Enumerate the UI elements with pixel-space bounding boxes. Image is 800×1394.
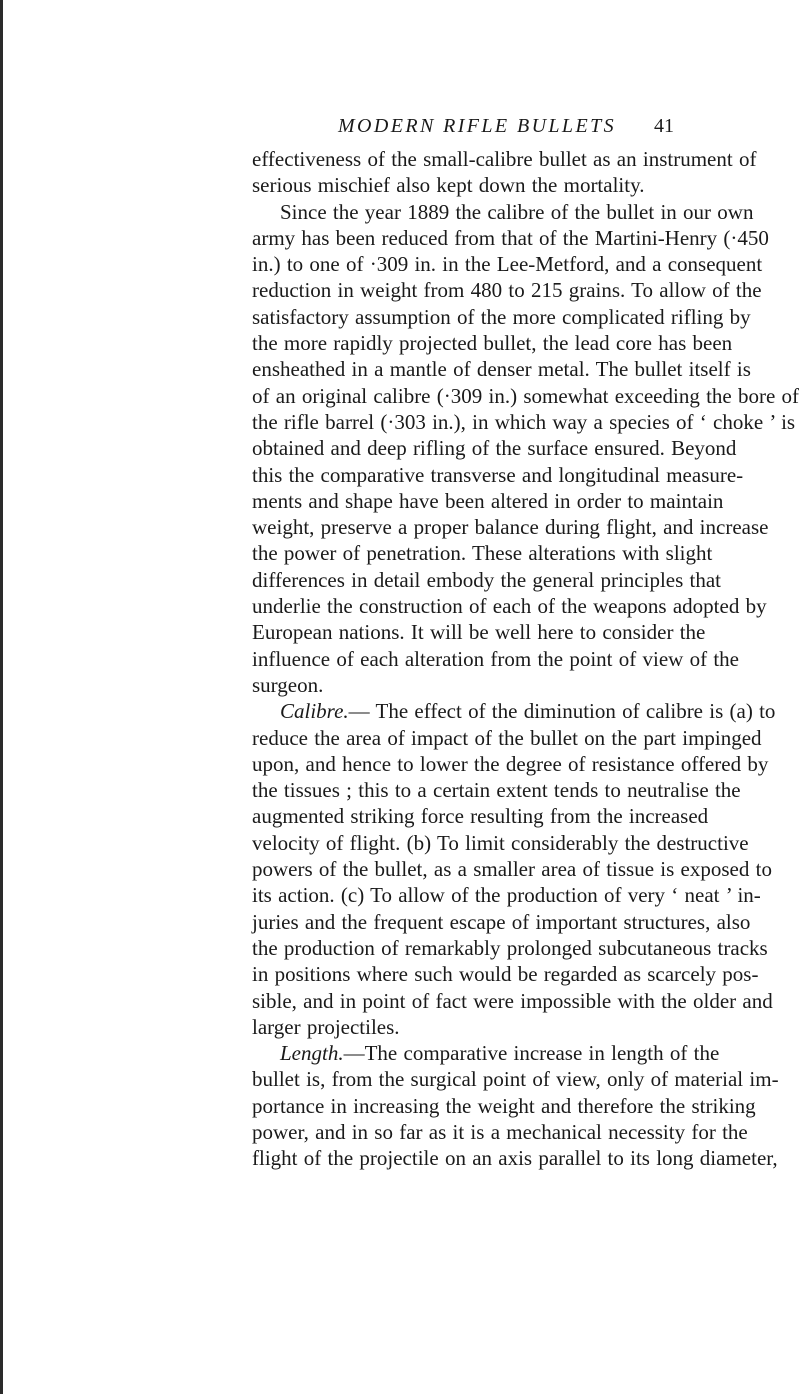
text-line: powers of the bullet, as a smaller area of tissue is exposed to: [252, 857, 772, 882]
text-line: underlie the construction of each of the weapons adopted by: [252, 594, 767, 619]
text-line: larger projectiles.: [252, 1014, 400, 1039]
text-line: the more rapidly projected bullet, the lead core has been: [252, 331, 733, 356]
running-head: MODERN RIFLE BULLETS: [338, 115, 616, 137]
text-line: ments and shape have been altered in order to maintain: [252, 488, 724, 513]
text-line: the production of remarkably prolonged subcutaneous tracks: [252, 935, 768, 960]
text-line: reduce the area of impact of the bullet on the part impinged: [252, 725, 762, 750]
text-line: juries and the frequent escape of important structures, also: [252, 909, 751, 934]
text-line: portance in increasing the weight and therefore the striking: [252, 1093, 756, 1118]
text-line: velocity of flight. (b) To limit considerably the destructive: [252, 830, 749, 855]
text-line: ensheathed in a mantle of denser metal. The bullet itself is: [252, 357, 751, 382]
text-line: reduction in weight from 480 to 215 grains. To allow of the: [252, 278, 762, 303]
text-line: the rifle barrel (·303 in.), in which way a species of ‘ choke ’ is: [252, 409, 796, 434]
text-line: Since the year 1889 the calibre of the bullet in our own: [280, 199, 754, 224]
text-line: sible, and in point of fact were impossible with the older and: [252, 988, 773, 1013]
text-line: the power of penetration. These alterations with slight: [252, 541, 713, 566]
text-line-length: Length.—The comparative increase in length of the: [280, 1041, 720, 1066]
text-line: influence of each alteration from the point of view of the: [252, 646, 739, 671]
scan-edge-shadow: [0, 0, 3, 1394]
text-line: in.) to one of ·309 in. in the Lee-Metford, and a consequent: [252, 252, 763, 277]
text-line: augmented striking force resulting from the increased: [252, 804, 709, 829]
text-line: bullet is, from the surgical point of view, only of material im-: [252, 1067, 779, 1092]
text-line: of an original calibre (·309 in.) somewhat exceeding the bore of: [252, 383, 800, 408]
page-number: 41: [654, 115, 674, 137]
text-line: European nations. It will be well here to consider the: [252, 620, 706, 645]
body-text: [252, 146, 800, 1172]
text-line: serious mischief also kept down the mortality.: [252, 173, 645, 198]
text-line: the tissues ; this to a certain extent tends to neutralise the: [252, 778, 741, 803]
text-line-calibre: Calibre.— The effect of the diminution of calibre is (a) to: [280, 699, 776, 724]
text-line: surgeon.: [252, 672, 324, 697]
page-header: [252, 115, 674, 141]
text-line: army has been reduced from that of the Martini-Henry (·450: [252, 225, 769, 250]
text-line: weight, preserve a proper balance during flight, and increase: [252, 515, 769, 540]
text-line: flight of the projectile on an axis parallel to its long diameter,: [252, 1146, 778, 1171]
text-line: obtained and deep rifling of the surface ensured. Beyond: [252, 436, 737, 461]
text-line: its action. (c) To allow of the production of very ‘ neat ’ in-: [252, 883, 761, 908]
text-line: differences in detail embody the general principles that: [252, 567, 722, 592]
text-line: this the comparative transverse and longitudinal measure-: [252, 462, 744, 487]
text-line: power, and in so far as it is a mechanical necessity for the: [252, 1119, 748, 1144]
text-line: satisfactory assumption of the more complicated rifling by: [252, 304, 751, 329]
text-line: in positions where such would be regarded as scarcely pos-: [252, 962, 759, 987]
text-line: upon, and hence to lower the degree of resistance offered by: [252, 751, 769, 776]
text-line: effectiveness of the small-calibre bullet as an instrument of: [252, 147, 757, 171]
